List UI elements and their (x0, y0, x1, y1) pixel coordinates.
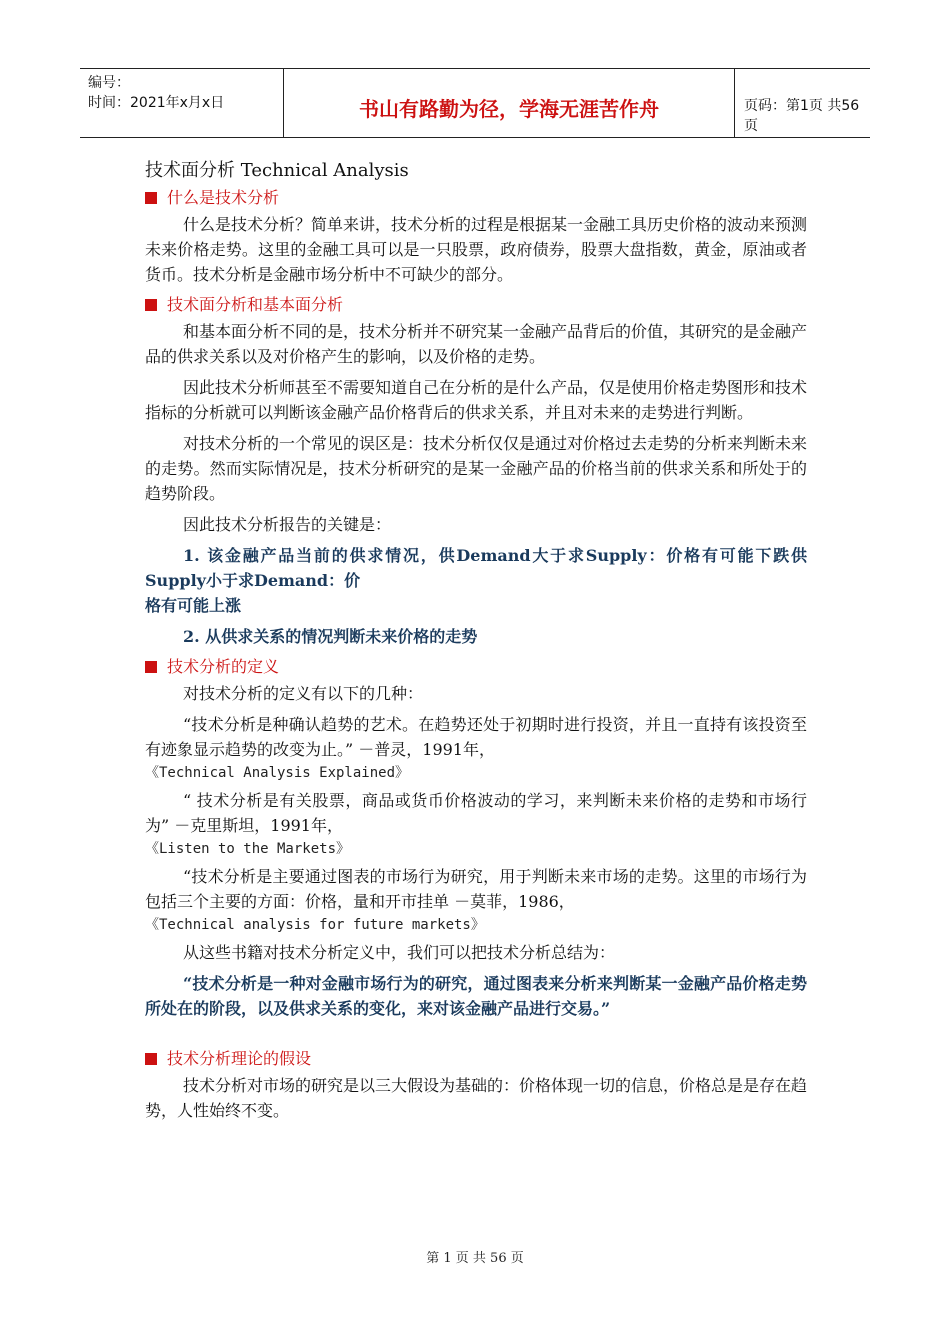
header-left-cell (80, 69, 283, 137)
paragraph: 对技术分析的定义有以下的几种： (183, 684, 424, 703)
book-title: 《Listen to the Markets》 (145, 841, 351, 857)
page-footer: 第 1 页 共 56 页 (426, 1251, 524, 1266)
page-title: 技术面分析 Technical Analysis (145, 160, 409, 181)
header-motto-cell (283, 69, 735, 137)
book-title: 《Technical analysis for future markets》 (145, 917, 485, 933)
paragraph: 对技术分析的一个常见的误区是：技术分析仅仅是通过对价格过去走势的分析来判断未来的走势。然而实际情况是，技术分析研究的是某一金融产品的价格当前的供求关系和所处于的趋势阶段。 (145, 434, 808, 503)
time-label: 时间：2021年x月x日 (88, 95, 225, 111)
header-page-cell (735, 69, 870, 137)
page-label: 页码：第1页 共56页 (744, 98, 860, 134)
list-item-continued: 格有可能上涨 (145, 596, 242, 615)
quote: “技术分析是种确认趋势的艺术。在趋势还处于初期时进行投资，并且一直持有该投资至有迹象显示趋势的改变为止。” －普灵，1991年， (145, 715, 807, 759)
page-header (80, 68, 870, 138)
quote: “技术分析是主要通过图表的市场行为研究，用于判断未来市场的走势。这里的市场行为包括三个主要的方面：价格，量和开市挂单 －莫菲，1986， (145, 867, 807, 911)
section-heading: 技术面分析和基本面分析 (145, 293, 807, 317)
quote: “ 技术分析是有关股票，商品或货币价格波动的学习，来判断未来价格的走势和市场行为” －克里斯坦，1991年， (145, 791, 807, 835)
book-title: 《Technical Analysis Explained》 (145, 765, 410, 781)
paragraph: 从这些书籍对技术分析定义中，我们可以把技术分析总结为： (183, 943, 616, 962)
number-label: 编号： (88, 75, 130, 91)
motto: 书山有路勤为径，学海无涯苦作舟 (359, 97, 659, 121)
bullet-square-icon (145, 661, 157, 673)
paragraph: 技术分析对市场的研究是以三大假设为基础的：价格体现一切的信息，价格总是是存在趋势，人性始终不变。 (145, 1076, 808, 1120)
list-item: 1. 该金融产品当前的供求情况，供Demand大于求Supply：价格有可能下跌供Supply小于求Demand：价 (145, 546, 807, 590)
paragraph: 因此技术分析师甚至不需要知道自己在分析的是什么产品，仅是使用价格走势图形和技术指标的分析就可以判断该金融产品价格背后的供求关系，并且对未来的走势进行判断。 (145, 378, 808, 422)
bullet-square-icon (145, 1053, 157, 1065)
section-heading: 技术分析的定义 (145, 655, 807, 679)
paragraph: 和基本面分析不同的是，技术分析并不研究某一金融产品背后的价值，其研究的是金融产品的供求关系以及对价格产生的影响，以及价格的走势。 (145, 322, 808, 366)
paragraph: 因此技术分析报告的关键是： (183, 515, 392, 534)
paragraph: 什么是技术分析？简单来讲，技术分析的过程是根据某一金融工具历史价格的波动来预测未来价格走势。这里的金融工具可以是一只股票，政府债券，股票大盘指数，黄金，原油或者货币。技术分析是金融市场分析中不可缺少的部分。 (145, 215, 808, 284)
section-heading: 技术分析理论的假设 (145, 1047, 807, 1071)
summary-quote: “技术分析是一种对金融市场行为的研究，通过图表来分析来判断某一金融产品价格走势所处在的阶段，以及供求关系的变化，来对该金融产品进行交易。” (145, 974, 807, 1018)
list-item: 2. 从供求关系的情况判断未来价格的走势 (183, 627, 478, 646)
bullet-square-icon (145, 192, 157, 204)
bullet-square-icon (145, 299, 157, 311)
document-body (145, 158, 807, 1129)
section-heading: 什么是技术分析 (145, 186, 807, 210)
